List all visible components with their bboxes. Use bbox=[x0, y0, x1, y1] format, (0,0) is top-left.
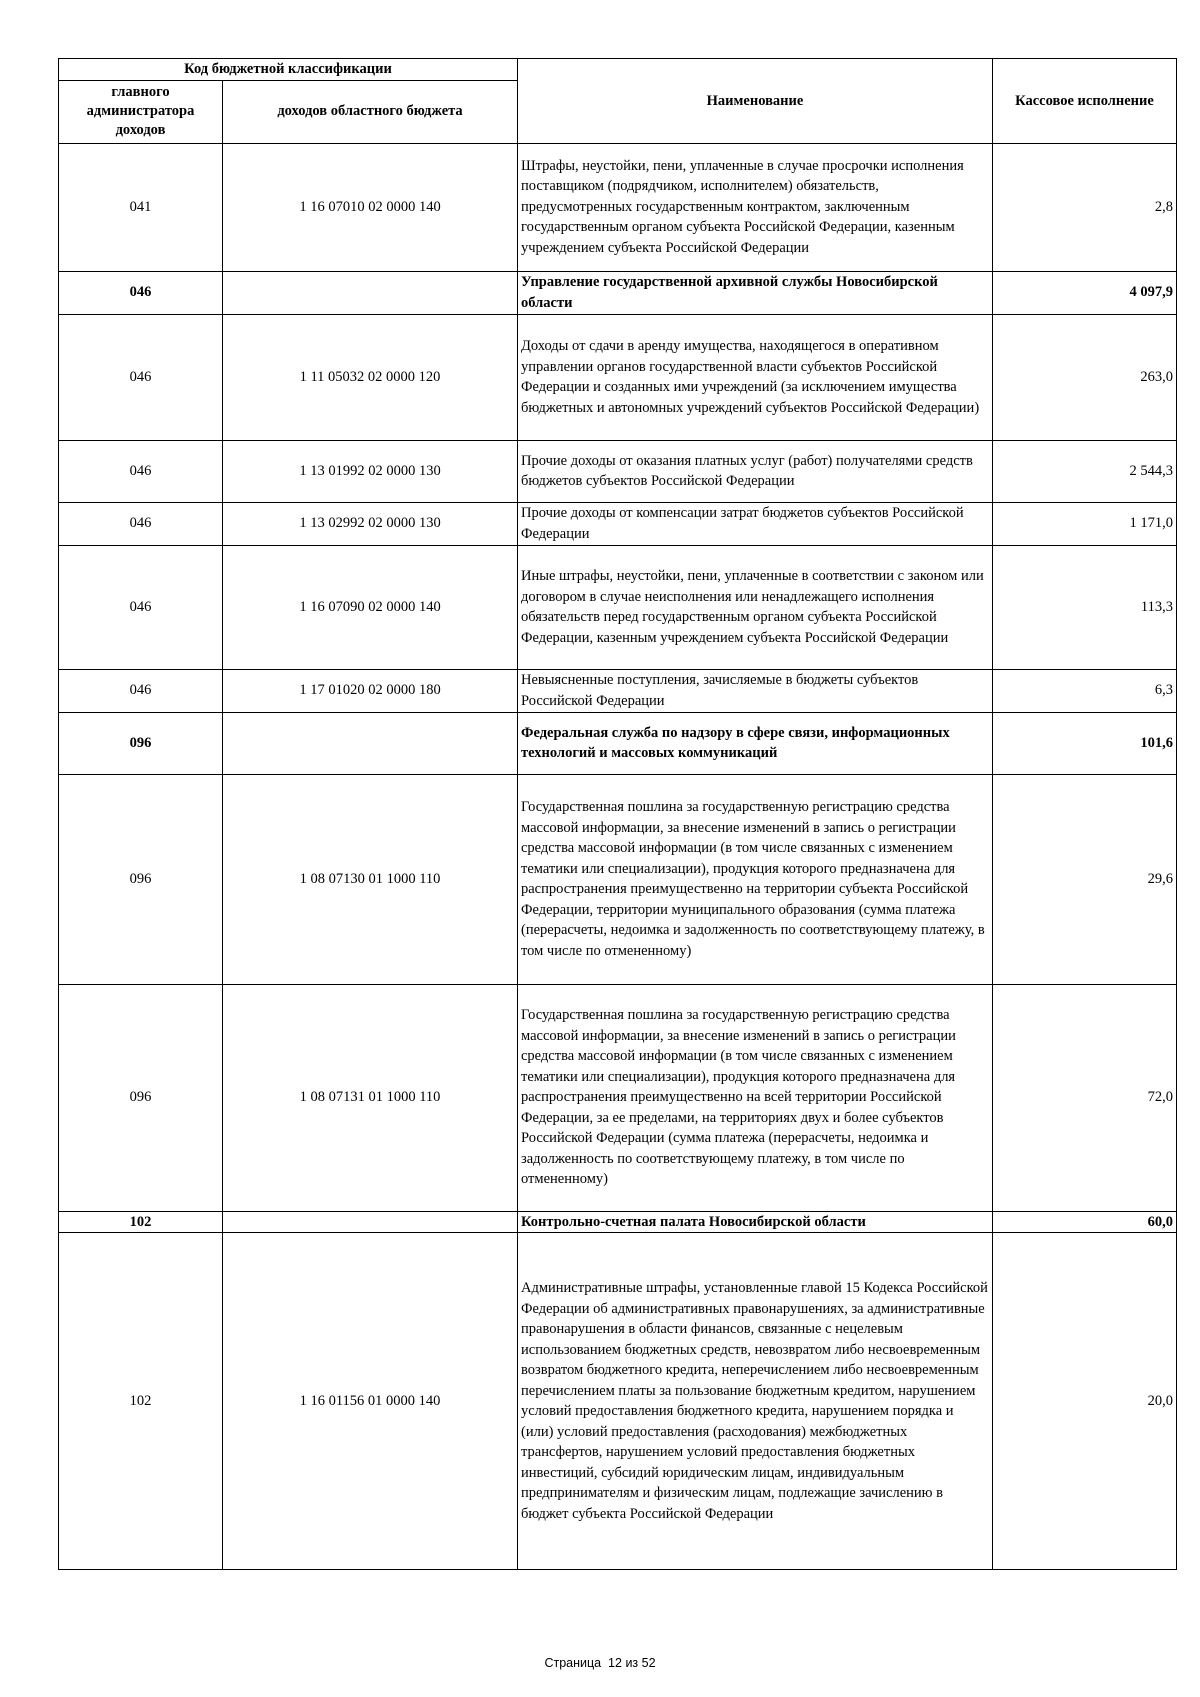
amount-cell: 1 171,0 bbox=[993, 502, 1177, 545]
income-code-cell: 1 08 07131 01 1000 110 bbox=[223, 984, 518, 1211]
amount-cell: 20,0 bbox=[993, 1233, 1177, 1570]
table-row bbox=[59, 984, 1177, 1211]
header-name: Наименование bbox=[518, 59, 993, 144]
name-cell: Административные штрафы, установленные главой 15 Кодекса Российской Федерации об административных правонарушениях, за административные правонарушения в области финансов, связанные с нецелевым использованием бюджетных средств, невозвратом либо несвоевременным возвратом бюджетного кредита, неперечислением либо несвоевременным перечислением платы за пользование бюджетным кредитом, нарушением условий предоставления бюджетного кредита, нарушением порядка и (или) условий предоставления (расходования) межбюджетных трансфертов, нарушением условий предоставления бюджетных инвестиций, субсидий юридическим лицам, индивидуальным предпринимателям и физическим лицам, подлежащие зачислению в бюджет субъекта Российской Федерации bbox=[518, 1233, 993, 1570]
name-cell: Невыясненные поступления, зачисляемые в бюджеты субъектов Российской Федерации bbox=[518, 669, 993, 712]
table-row bbox=[59, 440, 1177, 502]
income-code-cell: 1 16 01156 01 0000 140 bbox=[223, 1233, 518, 1570]
admin-code-cell: 046 bbox=[59, 314, 223, 440]
amount-cell: 29,6 bbox=[993, 774, 1177, 984]
amount-cell: 2,8 bbox=[993, 143, 1177, 271]
amount-cell: 113,3 bbox=[993, 545, 1177, 669]
income-code-cell bbox=[223, 1211, 518, 1233]
admin-code-cell: 096 bbox=[59, 774, 223, 984]
page-label: Страница bbox=[544, 1656, 602, 1670]
page-footer bbox=[0, 1656, 1200, 1670]
admin-code-cell: 102 bbox=[59, 1211, 223, 1233]
admin-code-cell: 046 bbox=[59, 271, 223, 314]
name-cell: Иные штрафы, неустойки, пени, уплаченные в соответствии с законом или договором в случае неисполнения или ненадлежащего исполнения обязательств перед государственным органом субъекта Российской Федерации, казенным учреждением субъекта Российской Федерации bbox=[518, 545, 993, 669]
amount-cell: 6,3 bbox=[993, 669, 1177, 712]
table-row-section bbox=[59, 1211, 1177, 1233]
header-amount: Кассовое исполнение bbox=[993, 59, 1177, 144]
income-code-cell: 1 08 07130 01 1000 110 bbox=[223, 774, 518, 984]
table-row bbox=[59, 502, 1177, 545]
amount-cell: 4 097,9 bbox=[993, 271, 1177, 314]
amount-cell: 2 544,3 bbox=[993, 440, 1177, 502]
admin-code-cell: 046 bbox=[59, 502, 223, 545]
income-code-cell: 1 13 01992 02 0000 130 bbox=[223, 440, 518, 502]
admin-code-cell: 096 bbox=[59, 712, 223, 774]
amount-cell: 101,6 bbox=[993, 712, 1177, 774]
page-of: из bbox=[625, 1656, 639, 1670]
header-budget-classification: Код бюджетной классификации bbox=[59, 59, 518, 81]
table-row-section bbox=[59, 271, 1177, 314]
admin-code-cell: 102 bbox=[59, 1233, 223, 1570]
page-current: 12 bbox=[608, 1656, 622, 1670]
name-cell: Управление государственной архивной службы Новосибирской области bbox=[518, 271, 993, 314]
amount-cell: 72,0 bbox=[993, 984, 1177, 1211]
name-cell: Контрольно-счетная палата Новосибирской области bbox=[518, 1211, 993, 1233]
admin-code-cell: 046 bbox=[59, 440, 223, 502]
income-code-cell: 1 16 07010 02 0000 140 bbox=[223, 143, 518, 271]
page-total: 52 bbox=[641, 1656, 656, 1670]
income-code-cell: 1 16 07090 02 0000 140 bbox=[223, 545, 518, 669]
table-row bbox=[59, 545, 1177, 669]
table-row bbox=[59, 774, 1177, 984]
admin-code-cell: 046 bbox=[59, 545, 223, 669]
table-row-section bbox=[59, 712, 1177, 774]
table-row bbox=[59, 1233, 1177, 1570]
name-cell: Государственная пошлина за государственную регистрацию средства массовой информации, за внесение изменений в запись о регистрации средства массовой информации (в том числе связанных с изменением тематики или специализации), продукция которого предназначена для распространения преимущественно на всей территории Российской Федерации, за ее пределами, на территориях двух и более субъектов Российской Федерации (сумма платежа (перерасчеты, недоимка и задолженность по соответствующему платежу, в том числе по отмененному) bbox=[518, 984, 993, 1211]
budget-table bbox=[58, 58, 1177, 1570]
income-code-cell: 1 17 01020 02 0000 180 bbox=[223, 669, 518, 712]
amount-cell: 263,0 bbox=[993, 314, 1177, 440]
income-code-cell: 1 13 02992 02 0000 130 bbox=[223, 502, 518, 545]
name-cell: Прочие доходы от компенсации затрат бюджетов субъектов Российской Федерации bbox=[518, 502, 993, 545]
amount-cell: 60,0 bbox=[993, 1211, 1177, 1233]
header-income-code: доходов областного бюджета bbox=[223, 80, 518, 143]
name-cell: Прочие доходы от оказания платных услуг (работ) получателями средств бюджетов субъектов Российской Федерации bbox=[518, 440, 993, 502]
table-row bbox=[59, 669, 1177, 712]
admin-code-cell: 096 bbox=[59, 984, 223, 1211]
admin-code-cell: 041 bbox=[59, 143, 223, 271]
name-cell: Государственная пошлина за государственную регистрацию средства массовой информации, за внесение изменений в запись о регистрации средства массовой информации (в том числе связанных с изменением тематики или специализации), продукция которого предназначена для распространения преимущественно на территории субъекта Российской Федерации, территории муниципального образования (сумма платежа (перерасчеты, недоимка и задолженность по соответствующему платежу, в том числе по отмененному) bbox=[518, 774, 993, 984]
header-admin-code: главного администратора доходов bbox=[59, 80, 223, 143]
admin-code-cell: 046 bbox=[59, 669, 223, 712]
table-row bbox=[59, 314, 1177, 440]
name-cell: Доходы от сдачи в аренду имущества, находящегося в оперативном управлении органов государственной власти субъектов Российской Федерации и созданных ими учреждений (за исключением имущества бюджетных и автономных учреждений субъектов Российской Федерации) bbox=[518, 314, 993, 440]
name-cell: Федеральная служба по надзору в сфере связи, информационных технологий и массовых коммуникаций bbox=[518, 712, 993, 774]
income-code-cell bbox=[223, 271, 518, 314]
name-cell: Штрафы, неустойки, пени, уплаченные в случае просрочки исполнения поставщиком (подрядчиком, исполнителем) обязательств, предусмотренных государственным контрактом, заключенным государственным органом субъекта Российской Федерации, казенным учреждением субъекта Российской Федерации bbox=[518, 143, 993, 271]
income-code-cell bbox=[223, 712, 518, 774]
income-code-cell: 1 11 05032 02 0000 120 bbox=[223, 314, 518, 440]
table-row bbox=[59, 143, 1177, 271]
